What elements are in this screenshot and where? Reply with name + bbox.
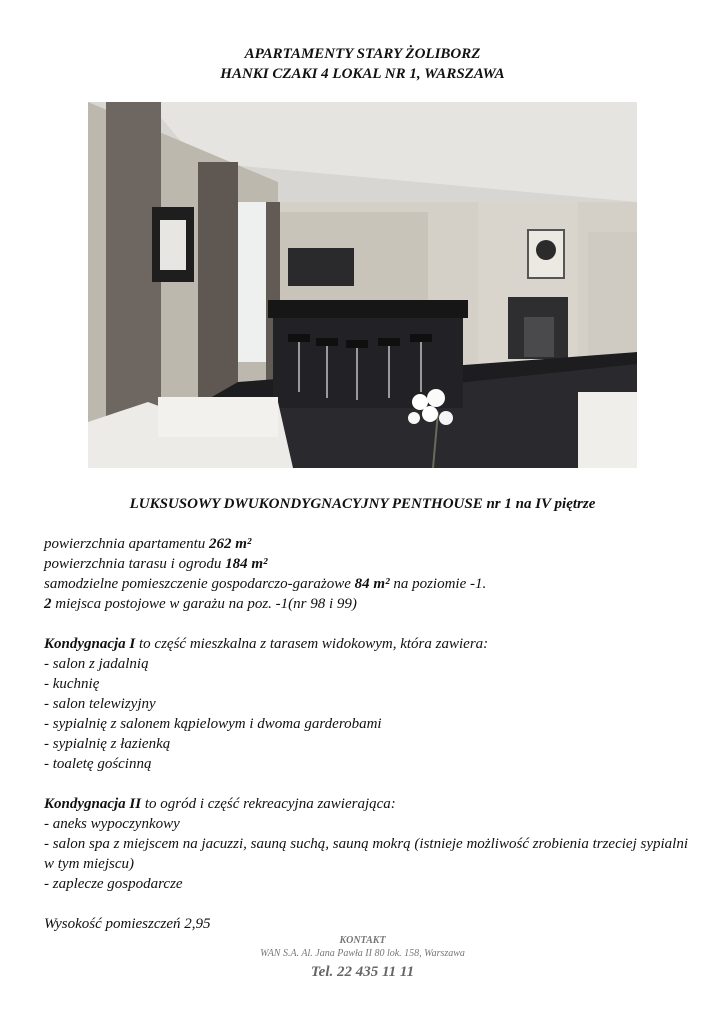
list-item: - zaplecze gospodarcze [44,876,183,892]
list-item: - kuchnię [44,676,100,692]
contact-label: KONTAKT [339,935,386,946]
contact-phone: Tel. 22 435 11 11 [310,964,415,980]
level2-heading: Kondygnacja II to ogród i część rekreacyjna zawierająca: [44,796,396,812]
apartment-interior-photo [88,102,637,468]
document-header [0,44,725,84]
spec-line: samodzielne pomieszczenie gospodarczo-garażowe 84 m² na poziomie -1. [44,576,487,592]
level1-heading: Kondygnacja I to część mieszkalna z tarasem widokowym, która zawiera: [44,636,489,652]
listing-subtitle: LUKSUSOWY DWUKONDYGNACYJNY PENTHOUSE nr 1 na IV piętrze [129,496,596,512]
list-item: - toaletę gościnną [44,756,152,772]
spec-line: powierzchnia apartamentu 262 m² [44,536,252,552]
list-item: - sypialnię z salonem kąpielowym i dwoma garderobami [44,716,382,732]
header-title: APARTAMENTY STARY ŻOLIBORZ [244,46,481,62]
list-item: - salon telewizyjny [44,696,156,712]
spec-line: 2 miejsca postojowe w garażu na poz. -1(nr 98 i 99) [44,596,357,612]
spec-line: powierzchnia tarasu i ogrodu 184 m² [44,556,268,572]
room-height-note: Wysokość pomieszczeń 2,95 [44,916,211,932]
list-item: - sypialnię z łazienką [44,736,171,752]
list-item: - salon z jadalnią [44,656,149,672]
contact-footer [0,934,725,983]
list-item: - salon spa z miejscem na jacuzzi, sauną suchą, sauną mokrą (istnieje możliwość zrobienia trzeciej sypialni w tym miejscu) [44,836,688,872]
list-item: - aneks wypoczynkowy [44,816,180,832]
listing-body [44,534,694,934]
contact-address: WAN S.A. Al. Jana Pawła II 80 lok. 158, Warszawa [260,948,465,959]
header-address: HANKI CZAKI 4 LOKAL NR 1, WARSZAWA [220,66,505,82]
